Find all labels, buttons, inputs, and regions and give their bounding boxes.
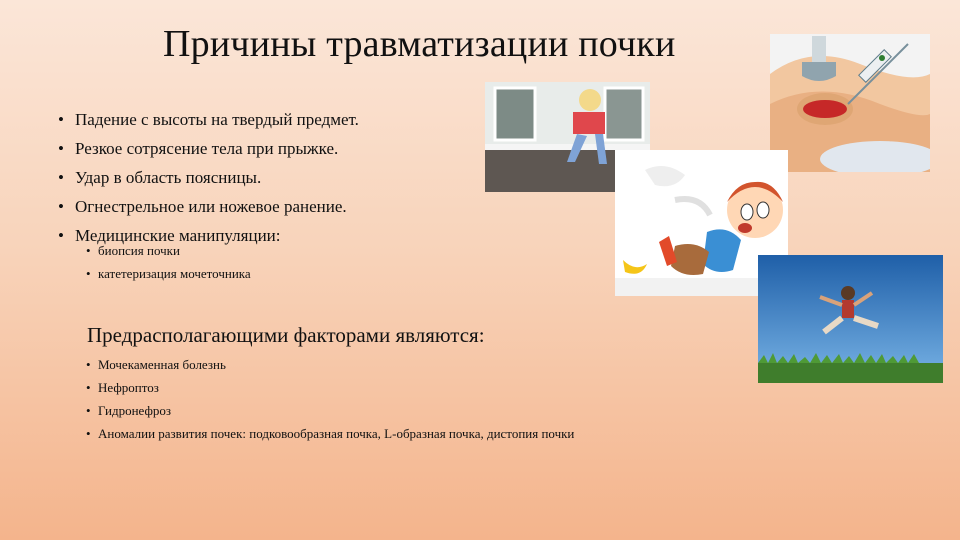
- factors-heading: Предрасполагающими факторами являются:: [87, 323, 485, 347]
- list-item: • Падение с высоты на твердый предмет.: [58, 110, 359, 139]
- list-item: • биопсия почки: [86, 243, 251, 266]
- list-item: • Удар в область поясницы.: [58, 168, 359, 197]
- list-item: • Резкое сотрясение тела при прыжке.: [58, 139, 359, 168]
- manipulations-list: [86, 243, 251, 289]
- child-jumping-photo: [758, 255, 943, 383]
- list-item: • Нефроптоз: [86, 380, 574, 403]
- list-item: • Мочекаменная болезнь: [86, 357, 574, 380]
- list-item: • Огнестрельное или ножевое ранение.: [58, 197, 359, 226]
- causes-list: [58, 110, 359, 255]
- list-item: • катетеризация мочеточника: [86, 266, 251, 289]
- slide-title: Причины травматизации почки: [163, 23, 676, 65]
- factors-list: [86, 357, 574, 449]
- list-item: • Гидронефроз: [86, 403, 574, 426]
- kidney-biopsy-illustration: [770, 34, 930, 172]
- list-item: • Аномалии развития почек: подковообразная почка, L-образная почка, дистопия почки: [86, 426, 574, 449]
- list-item: • Медицинские манипуляции:: [58, 226, 359, 255]
